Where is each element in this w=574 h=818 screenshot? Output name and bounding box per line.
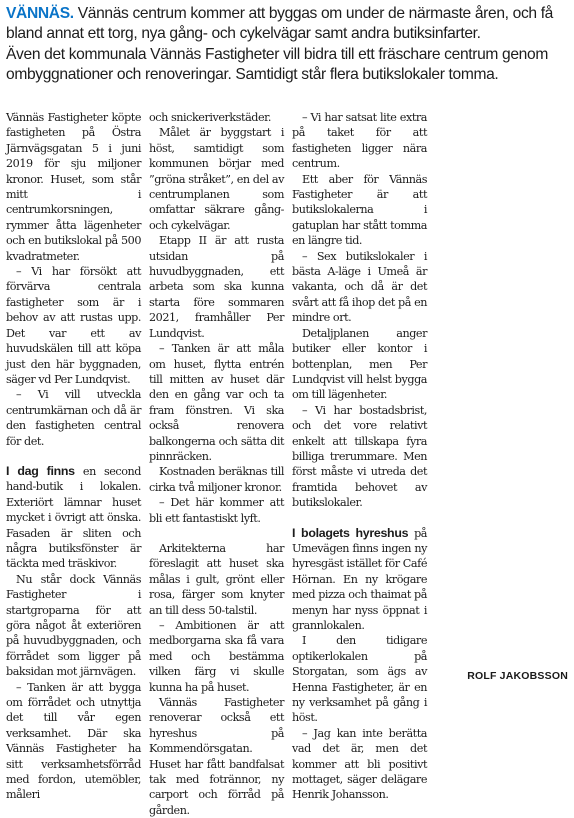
paragraph: Etapp II är att rusta utsidan på huvudbyggnaden, ett arbeta som ska kunna starta före sommaren 2021, framhåller Per Lundqvist. — [149, 234, 284, 340]
lead-text-1: Vännäs centrum kommer att byggas om under de närmaste åren, och få bland annat ett torg, nya gång- och cykelvägar samt andra butiksinfarter. — [6, 5, 554, 43]
subhead-lead-in: I bolagets hyreshus — [292, 525, 409, 540]
paragraph: Målet är byggstart i höst, samtidigt som kommunen börjar med ”gröna stråket”, en del av centrumplanen som omfattar säkrare gång- och cykelvägar. — [149, 126, 284, 232]
paragraph-text: på Umevägen finns ingen ny hyresgäst istället för Café Hörnan. En ny krögare med pizza och thaimat på menyn har nyss öppnat i grannlokalen. — [292, 526, 428, 632]
paragraph: Vännäs Fastigheter renoverar också ett hyreshus på Kommendörsgatan. Huset har fått bandfalsat tak med fotrännor, ny carport och förråd på gården. — [149, 696, 284, 817]
byline: ROLF JAKOBSSON — [467, 670, 568, 682]
paragraph: och snickeriverkstäder. — [149, 111, 271, 124]
article-column-3 — [292, 110, 427, 803]
subhead-paragraph — [292, 526, 427, 634]
paragraph: Detaljplanen anger butiker eller kontor i bottenplan, men Per Lundqvist vill helst bygga om till lägenheter. — [292, 326, 427, 402]
paragraph: – Tanken är att måla om huset, flytta entrén till mitten av huset där den en gång var och ta fram fönstren. Vi ska också renovera balkongerna och sätta dit pinnräcken. — [149, 342, 284, 463]
paragraph: Ett aber för Vännäs Fastigheter är att butikslokalerna i gatuplan har stått tomma en längre tid. — [292, 172, 427, 248]
subhead-paragraph — [6, 464, 141, 572]
paragraph: – Vi vill utveckla centrumkärnan och då är den fastigheten central för det. — [6, 388, 141, 448]
article-column-2 — [149, 110, 284, 818]
paragraph: – Vi har bostadsbrist, och det vore relativt enkelt att tillskapa fyra billiga trerummare. Men först måste vi utreda det framtida behovet av butikslokaler. — [292, 403, 427, 510]
paragraph: Arkitekterna har föreslagit att huset ska målas i gult, grönt eller rosa, färger som knyter an till dess 50-talstil. — [149, 541, 284, 617]
paragraph: – Sex butikslokaler i bästa A-läge i Umeå är vakanta, och då är det svårt att få ihop det på en mindre ort. — [292, 249, 427, 325]
paragraph: – Tanken är att bygga om förrådet och utnyttja det till vår egen verksamhet. Där ska Vännäs Fastigheter ha sitt verksamhetsförråd med fordon, utemöbler, måleri — [6, 680, 141, 802]
paragraph: Vännäs Fastigheter köpte fastigheten på Östra Järnvägsgatan 5 i juni 2019 för sju miljoner kronor. Huset, som står mitt i centrumkorsningen, rymmer åtta lägenheter och en butikslokal på 500 kvadratmeter. — [6, 111, 141, 263]
article-lead — [6, 4, 572, 86]
paragraph: – Vi har satsat lite extra på taket för att fastigheten ligger nära centrum. — [292, 111, 427, 171]
article-column-1 — [6, 110, 141, 803]
paragraph: – Ambitionen är att medborgarna ska få vara med och bestämma vilken färg vi skulle kunna ha på huset. — [149, 619, 284, 694]
paragraph-gap — [6, 449, 141, 464]
subhead-lead-in: I dag finns — [6, 463, 75, 478]
paragraph-gap — [292, 511, 427, 526]
lead-paragraph-1 — [6, 4, 572, 45]
paragraph: Kostnaden beräknas till cirka två miljoner kronor. — [149, 465, 284, 494]
lead-paragraph-2: Även det kommunala Vännäs Fastigheter vill bidra till ett fräschare centrum genom ombyggnationer och renoveringar. Samtidigt står flera butikslokaler tomma. — [6, 45, 548, 84]
paragraph: – Det här kommer att bli ett fantastiskt lyft. — [149, 496, 284, 525]
lead-kicker: VÄNNÄS. — [6, 5, 74, 22]
paragraph: I den tidigare optikerlokalen på Storgatan, som ägs av Henna Fastigheter, är en ny verksamhet på gång i höst. — [292, 634, 427, 725]
paragraph: – Jag kan inte berätta vad det är, men det kommer att bli positivt mottaget, säger delägare Henrik Johansson. — [292, 726, 427, 802]
paragraph-gap — [149, 526, 284, 541]
paragraph: Nu står dock Vännäs Fastigheter i startgroparna för att göra något åt exteriören på huvudbyggnaden, och förrådet som ligger på baksidan mot järnvägen. — [6, 572, 141, 679]
paragraph-text: en second hand-butik i lokalen. Exteriört lämnar huset mycket i övrigt att önska. Fasaden är sliten och några butiksfönster är täckta med träskivor. — [6, 464, 142, 571]
paragraph: – Vi har försökt att förvärva centrala fastigheter som är i behov av att rustas upp. Det var ett av huvudskälen till att köpa just den här byggnaden, säger vd Per Lundqvist. — [6, 265, 141, 386]
